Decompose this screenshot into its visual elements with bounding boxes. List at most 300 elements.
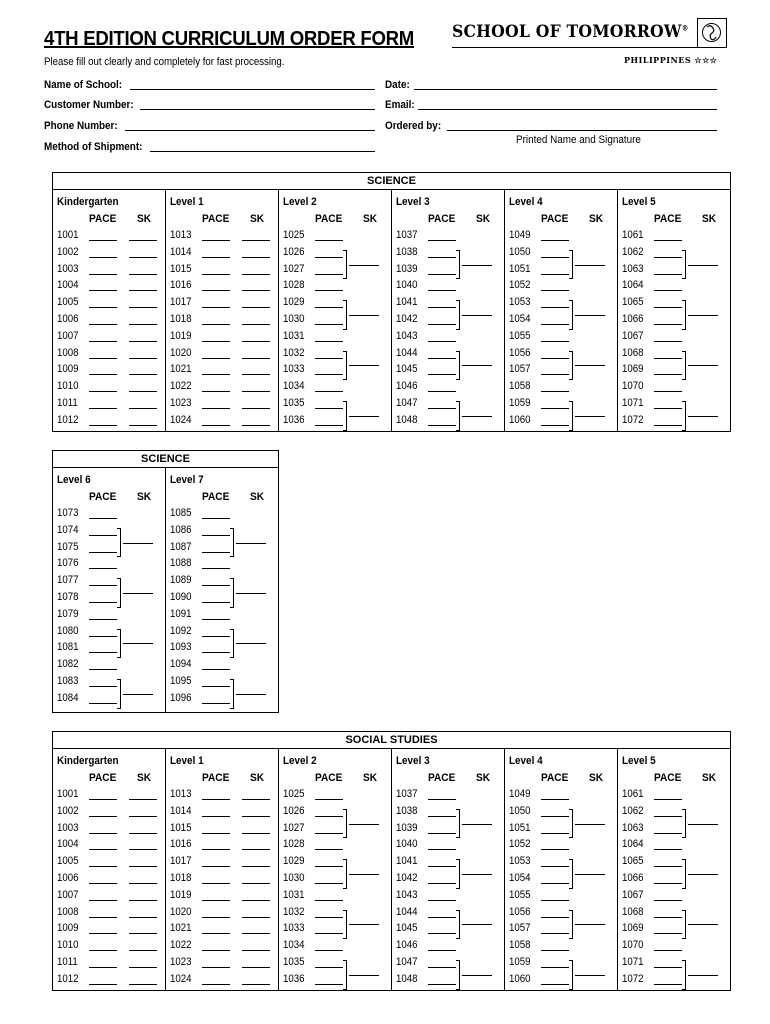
pace-code: 1044 <box>396 346 418 359</box>
pace-qty-blank[interactable] <box>202 425 230 426</box>
pace-qty-blank[interactable] <box>202 552 230 553</box>
pace-qty-blank[interactable] <box>541 984 569 985</box>
pace-qty-blank[interactable] <box>428 341 456 342</box>
pace-qty-blank[interactable] <box>541 307 569 308</box>
pace-qty-blank[interactable] <box>428 900 456 901</box>
pace-qty-blank[interactable] <box>315 274 343 275</box>
pace-qty-blank[interactable] <box>315 391 343 392</box>
pace-qty-blank[interactable] <box>654 866 682 867</box>
pace-qty-blank[interactable] <box>428 324 456 325</box>
sk-qty-blank[interactable] <box>242 408 270 409</box>
level-column <box>505 190 618 431</box>
sk-qty-blank[interactable] <box>575 416 605 417</box>
pace-qty-blank[interactable] <box>315 849 343 850</box>
pace-qty-blank[interactable] <box>428 425 456 426</box>
sk-qty-blank[interactable] <box>129 341 157 342</box>
pace-qty-blank[interactable] <box>89 374 117 375</box>
sk-qty-blank[interactable] <box>242 883 270 884</box>
sk-qty-blank[interactable] <box>129 984 157 985</box>
pace-qty-blank[interactable] <box>654 799 682 800</box>
sk-header: SK <box>250 491 265 503</box>
sk-qty-blank[interactable] <box>688 975 718 976</box>
date-input[interactable] <box>414 89 717 90</box>
sk-qty-blank[interactable] <box>129 967 157 968</box>
pace-code: 1005 <box>57 855 79 868</box>
shipment-method-input[interactable] <box>150 151 375 152</box>
pace-qty-blank[interactable] <box>428 849 456 850</box>
pace-qty-blank[interactable] <box>89 636 117 637</box>
pace-qty-blank[interactable] <box>654 883 682 884</box>
pace-code: 1021 <box>170 363 192 376</box>
ordered-by-input[interactable] <box>447 130 717 131</box>
sk-qty-blank[interactable] <box>129 324 157 325</box>
pace-qty-blank[interactable] <box>541 849 569 850</box>
sk-qty-blank[interactable] <box>123 694 153 695</box>
sk-qty-blank[interactable] <box>462 365 492 366</box>
pace-qty-blank[interactable] <box>89 967 117 968</box>
pace-code: 1009 <box>57 363 79 376</box>
sk-qty-blank[interactable] <box>462 874 492 875</box>
pace-code: 1036 <box>283 413 305 426</box>
pace-qty-blank[interactable] <box>541 833 569 834</box>
pace-qty-blank[interactable] <box>202 866 230 867</box>
pace-qty-blank[interactable] <box>654 391 682 392</box>
pace-qty-blank[interactable] <box>541 341 569 342</box>
sk-qty-blank[interactable] <box>129 816 157 817</box>
pace-qty-blank[interactable] <box>89 984 117 985</box>
pace-qty-blank[interactable] <box>315 883 343 884</box>
pace-qty-blank[interactable] <box>202 917 230 918</box>
pace-qty-blank[interactable] <box>428 290 456 291</box>
pace-qty-blank[interactable] <box>89 866 117 867</box>
sk-qty-blank[interactable] <box>129 240 157 241</box>
pace-qty-blank[interactable] <box>315 967 343 968</box>
sk-qty-blank[interactable] <box>349 824 379 825</box>
sk-qty-blank[interactable] <box>242 341 270 342</box>
email-input[interactable] <box>418 109 717 110</box>
pace-qty-blank[interactable] <box>654 408 682 409</box>
pace-qty-blank[interactable] <box>89 552 117 553</box>
pace-code: 1025 <box>283 788 305 800</box>
sk-qty-blank[interactable] <box>462 265 492 266</box>
pace-qty-blank[interactable] <box>202 568 230 569</box>
sk-qty-blank[interactable] <box>242 358 270 359</box>
pace-qty-blank[interactable] <box>315 917 343 918</box>
pace-qty-blank[interactable] <box>89 652 117 653</box>
sk-qty-blank[interactable] <box>129 833 157 834</box>
pace-qty-blank[interactable] <box>654 849 682 850</box>
pace-qty-blank[interactable] <box>202 374 230 375</box>
brand-name: SCHOOL OF TOMORROW <box>452 22 682 41</box>
pace-qty-blank[interactable] <box>654 324 682 325</box>
pace-qty-blank[interactable] <box>428 967 456 968</box>
pace-qty-blank[interactable] <box>428 816 456 817</box>
pace-qty-blank[interactable] <box>202 883 230 884</box>
pace-qty-blank[interactable] <box>654 240 682 241</box>
pace-qty-blank[interactable] <box>315 257 343 258</box>
pace-qty-blank[interactable] <box>202 358 230 359</box>
pace-qty-blank[interactable] <box>202 669 230 670</box>
sk-qty-blank[interactable] <box>236 593 266 594</box>
pace-qty-blank[interactable] <box>89 240 117 241</box>
customer-number-input[interactable] <box>140 109 375 110</box>
pace-qty-blank[interactable] <box>202 967 230 968</box>
pace-qty-blank[interactable] <box>89 391 117 392</box>
school-name-label: Name of School: <box>44 79 123 91</box>
pace-qty-blank[interactable] <box>541 391 569 392</box>
sk-qty-blank[interactable] <box>242 425 270 426</box>
pace-qty-blank[interactable] <box>541 425 569 426</box>
pace-qty-blank[interactable] <box>541 358 569 359</box>
sk-bracket <box>343 960 347 990</box>
sk-qty-blank[interactable] <box>129 257 157 258</box>
pace-qty-blank[interactable] <box>202 703 230 704</box>
pace-qty-blank[interactable] <box>202 341 230 342</box>
pace-qty-blank[interactable] <box>89 585 117 586</box>
pace-qty-blank[interactable] <box>654 257 682 258</box>
pace-qty-blank[interactable] <box>315 900 343 901</box>
pace-qty-blank[interactable] <box>89 669 117 670</box>
sk-header: SK <box>250 213 265 225</box>
sk-qty-blank[interactable] <box>575 315 605 316</box>
sk-qty-blank[interactable] <box>349 315 379 316</box>
sk-qty-blank[interactable] <box>129 883 157 884</box>
sk-qty-blank[interactable] <box>462 824 492 825</box>
pace-qty-blank[interactable] <box>428 833 456 834</box>
pace-qty-blank[interactable] <box>89 833 117 834</box>
sk-qty-blank[interactable] <box>129 408 157 409</box>
pace-qty-blank[interactable] <box>202 900 230 901</box>
sk-header: SK <box>137 772 152 784</box>
pace-qty-blank[interactable] <box>202 652 230 653</box>
sk-qty-blank[interactable] <box>349 874 379 875</box>
pace-qty-blank[interactable] <box>428 984 456 985</box>
sk-bracket <box>456 250 460 280</box>
sk-qty-blank[interactable] <box>129 425 157 426</box>
sk-qty-blank[interactable] <box>129 358 157 359</box>
sk-qty-blank[interactable] <box>236 543 266 544</box>
sk-qty-blank[interactable] <box>242 307 270 308</box>
pace-qty-blank[interactable] <box>654 950 682 951</box>
pace-qty-blank[interactable] <box>428 307 456 308</box>
pace-qty-blank[interactable] <box>541 324 569 325</box>
sk-qty-blank[interactable] <box>129 950 157 951</box>
pace-qty-blank[interactable] <box>541 866 569 867</box>
sk-qty-blank[interactable] <box>462 315 492 316</box>
sk-qty-blank[interactable] <box>242 917 270 918</box>
sk-qty-blank[interactable] <box>242 240 270 241</box>
pace-qty-blank[interactable] <box>89 257 117 258</box>
pace-qty-blank[interactable] <box>315 799 343 800</box>
pace-code: 1039 <box>396 262 418 275</box>
pace-qty-blank[interactable] <box>89 799 117 800</box>
pace-qty-blank[interactable] <box>315 816 343 817</box>
sk-qty-blank[interactable] <box>242 984 270 985</box>
pace-qty-blank[interactable] <box>541 816 569 817</box>
pace-qty-blank[interactable] <box>428 374 456 375</box>
pace-code: 1088 <box>170 557 192 570</box>
pace-qty-blank[interactable] <box>89 518 117 519</box>
pace-qty-blank[interactable] <box>654 816 682 817</box>
pace-qty-blank[interactable] <box>202 833 230 834</box>
pace-code: 1016 <box>170 279 192 292</box>
sk-qty-blank[interactable] <box>688 315 718 316</box>
pace-qty-blank[interactable] <box>541 257 569 258</box>
sk-qty-blank[interactable] <box>242 391 270 392</box>
pace-qty-blank[interactable] <box>89 602 117 603</box>
pace-qty-blank[interactable] <box>654 900 682 901</box>
sk-qty-blank[interactable] <box>242 374 270 375</box>
pace-qty-blank[interactable] <box>202 518 230 519</box>
pace-qty-blank[interactable] <box>654 374 682 375</box>
pace-qty-blank[interactable] <box>315 833 343 834</box>
pace-qty-blank[interactable] <box>202 408 230 409</box>
level-name: Level 5 <box>622 196 656 208</box>
pace-qty-blank[interactable] <box>89 274 117 275</box>
sk-qty-blank[interactable] <box>123 593 153 594</box>
sk-qty-blank[interactable] <box>129 391 157 392</box>
pace-qty-blank[interactable] <box>541 408 569 409</box>
sk-qty-blank[interactable] <box>242 967 270 968</box>
level-name: Level 3 <box>396 755 430 767</box>
pace-qty-blank[interactable] <box>315 950 343 951</box>
pace-qty-blank[interactable] <box>202 290 230 291</box>
pace-code: 1040 <box>396 279 418 292</box>
sk-qty-blank[interactable] <box>236 694 266 695</box>
pace-qty-blank[interactable] <box>202 240 230 241</box>
sk-qty-blank[interactable] <box>129 917 157 918</box>
pace-qty-blank[interactable] <box>89 917 117 918</box>
pace-qty-blank[interactable] <box>541 274 569 275</box>
pace-qty-blank[interactable] <box>315 341 343 342</box>
sk-qty-blank[interactable] <box>688 416 718 417</box>
pace-qty-blank[interactable] <box>428 917 456 918</box>
sk-qty-blank[interactable] <box>575 924 605 925</box>
sk-bracket <box>456 859 460 889</box>
sk-qty-blank[interactable] <box>129 900 157 901</box>
pace-qty-blank[interactable] <box>89 950 117 951</box>
school-name-input[interactable] <box>130 89 375 90</box>
pace-qty-blank[interactable] <box>315 425 343 426</box>
sk-qty-blank[interactable] <box>242 900 270 901</box>
pace-qty-blank[interactable] <box>89 849 117 850</box>
sk-qty-blank[interactable] <box>242 324 270 325</box>
pace-qty-blank[interactable] <box>315 358 343 359</box>
pace-code: 1008 <box>57 346 79 359</box>
pace-qty-blank[interactable] <box>202 585 230 586</box>
pace-qty-blank[interactable] <box>202 307 230 308</box>
pace-qty-blank[interactable] <box>541 950 569 951</box>
pace-code: 1022 <box>170 380 192 393</box>
pace-qty-blank[interactable] <box>315 408 343 409</box>
pace-qty-blank[interactable] <box>428 391 456 392</box>
pace-qty-blank[interactable] <box>89 535 117 536</box>
sk-qty-blank[interactable] <box>129 799 157 800</box>
pace-qty-blank[interactable] <box>315 933 343 934</box>
sk-qty-blank[interactable] <box>575 265 605 266</box>
pace-qty-blank[interactable] <box>654 358 682 359</box>
pace-qty-blank[interactable] <box>89 619 117 620</box>
pace-qty-blank[interactable] <box>89 307 117 308</box>
sk-qty-blank[interactable] <box>349 365 379 366</box>
pace-qty-blank[interactable] <box>428 257 456 258</box>
pace-qty-blank[interactable] <box>89 324 117 325</box>
sk-qty-blank[interactable] <box>349 975 379 976</box>
pace-qty-blank[interactable] <box>428 408 456 409</box>
sk-qty-blank[interactable] <box>688 874 718 875</box>
sk-qty-blank[interactable] <box>575 975 605 976</box>
sk-qty-blank[interactable] <box>242 950 270 951</box>
pace-qty-blank[interactable] <box>89 425 117 426</box>
pace-qty-blank[interactable] <box>654 307 682 308</box>
level-column <box>166 468 279 712</box>
sk-qty-blank[interactable] <box>242 799 270 800</box>
sk-qty-blank[interactable] <box>129 849 157 850</box>
sk-qty-blank[interactable] <box>129 290 157 291</box>
pace-qty-blank[interactable] <box>89 703 117 704</box>
sk-qty-blank[interactable] <box>575 874 605 875</box>
pace-qty-blank[interactable] <box>541 374 569 375</box>
pace-qty-blank[interactable] <box>541 933 569 934</box>
pace-qty-blank[interactable] <box>315 866 343 867</box>
pace-qty-blank[interactable] <box>428 866 456 867</box>
pace-qty-blank[interactable] <box>654 274 682 275</box>
sk-qty-blank[interactable] <box>123 643 153 644</box>
pace-qty-blank[interactable] <box>202 602 230 603</box>
pace-qty-blank[interactable] <box>89 341 117 342</box>
pace-qty-blank[interactable] <box>541 883 569 884</box>
sk-qty-blank[interactable] <box>242 833 270 834</box>
sk-qty-blank[interactable] <box>129 274 157 275</box>
sk-qty-blank[interactable] <box>236 643 266 644</box>
sk-qty-blank[interactable] <box>129 866 157 867</box>
pace-qty-blank[interactable] <box>541 917 569 918</box>
pace-qty-blank[interactable] <box>428 799 456 800</box>
pace-qty-blank[interactable] <box>315 324 343 325</box>
pace-qty-blank[interactable] <box>89 686 117 687</box>
sk-qty-blank[interactable] <box>575 824 605 825</box>
pace-qty-blank[interactable] <box>202 816 230 817</box>
pace-qty-blank[interactable] <box>202 274 230 275</box>
sk-qty-blank[interactable] <box>688 365 718 366</box>
pace-qty-blank[interactable] <box>541 799 569 800</box>
sk-qty-blank[interactable] <box>688 265 718 266</box>
pace-code: 1033 <box>283 922 305 935</box>
sk-qty-blank[interactable] <box>242 257 270 258</box>
pace-qty-blank[interactable] <box>202 324 230 325</box>
pace-qty-blank[interactable] <box>541 967 569 968</box>
pace-qty-blank[interactable] <box>315 374 343 375</box>
pace-qty-blank[interactable] <box>315 307 343 308</box>
phone-number-input[interactable] <box>125 130 375 131</box>
sk-qty-blank[interactable] <box>242 933 270 934</box>
sk-qty-blank[interactable] <box>462 416 492 417</box>
pace-header: PACE <box>202 491 230 503</box>
pace-qty-blank[interactable] <box>89 290 117 291</box>
pace-qty-blank[interactable] <box>202 799 230 800</box>
sk-qty-blank[interactable] <box>462 924 492 925</box>
sk-qty-blank[interactable] <box>349 265 379 266</box>
sk-qty-blank[interactable] <box>349 924 379 925</box>
pace-code: 1084 <box>57 691 79 704</box>
sk-qty-blank[interactable] <box>242 849 270 850</box>
pace-qty-blank[interactable] <box>654 290 682 291</box>
pace-code: 1015 <box>170 821 192 834</box>
pace-qty-blank[interactable] <box>654 933 682 934</box>
pace-qty-blank[interactable] <box>654 341 682 342</box>
sk-qty-blank[interactable] <box>242 816 270 817</box>
sk-qty-blank[interactable] <box>129 933 157 934</box>
sk-qty-blank[interactable] <box>129 307 157 308</box>
sk-qty-blank[interactable] <box>242 866 270 867</box>
pace-qty-blank[interactable] <box>315 290 343 291</box>
pace-qty-blank[interactable] <box>654 425 682 426</box>
level-name: Kindergarten <box>57 755 119 767</box>
pace-qty-blank[interactable] <box>541 900 569 901</box>
pace-qty-blank[interactable] <box>654 833 682 834</box>
level-name: Level 4 <box>509 196 543 208</box>
pace-qty-blank[interactable] <box>428 883 456 884</box>
pace-qty-blank[interactable] <box>202 535 230 536</box>
pace-qty-blank[interactable] <box>428 933 456 934</box>
pace-qty-blank[interactable] <box>202 849 230 850</box>
pace-header: PACE <box>315 772 343 784</box>
sk-qty-blank[interactable] <box>462 975 492 976</box>
pace-qty-blank[interactable] <box>89 408 117 409</box>
pace-qty-blank[interactable] <box>541 290 569 291</box>
pace-qty-blank[interactable] <box>654 984 682 985</box>
pace-qty-blank[interactable] <box>89 900 117 901</box>
pace-code: 1058 <box>509 380 531 393</box>
pace-qty-blank[interactable] <box>89 883 117 884</box>
pace-qty-blank[interactable] <box>202 933 230 934</box>
sk-qty-blank[interactable] <box>129 374 157 375</box>
pace-qty-blank[interactable] <box>315 240 343 241</box>
pace-qty-blank[interactable] <box>89 358 117 359</box>
sk-header: SK <box>137 491 152 503</box>
pace-qty-blank[interactable] <box>89 816 117 817</box>
pace-qty-blank[interactable] <box>202 636 230 637</box>
pace-qty-blank[interactable] <box>315 984 343 985</box>
sk-qty-blank[interactable] <box>575 365 605 366</box>
sk-qty-blank[interactable] <box>349 416 379 417</box>
pace-code: 1006 <box>57 872 79 884</box>
sk-qty-blank[interactable] <box>242 290 270 291</box>
sk-qty-blank[interactable] <box>688 924 718 925</box>
pace-qty-blank[interactable] <box>428 950 456 951</box>
pace-qty-blank[interactable] <box>654 917 682 918</box>
pace-qty-blank[interactable] <box>428 358 456 359</box>
pace-qty-blank[interactable] <box>89 933 117 934</box>
pace-qty-blank[interactable] <box>202 950 230 951</box>
pace-qty-blank[interactable] <box>202 257 230 258</box>
pace-qty-blank[interactable] <box>428 240 456 241</box>
sk-qty-blank[interactable] <box>123 543 153 544</box>
pace-qty-blank[interactable] <box>89 568 117 569</box>
pace-code: 1077 <box>57 574 79 587</box>
pace-code: 1086 <box>170 523 192 536</box>
pace-qty-blank[interactable] <box>654 967 682 968</box>
pace-qty-blank[interactable] <box>428 274 456 275</box>
pace-qty-blank[interactable] <box>541 240 569 241</box>
sk-qty-blank[interactable] <box>242 274 270 275</box>
sk-qty-blank[interactable] <box>688 824 718 825</box>
pace-qty-blank[interactable] <box>202 686 230 687</box>
pace-code: 1020 <box>170 905 192 918</box>
pace-qty-blank[interactable] <box>202 984 230 985</box>
pace-qty-blank[interactable] <box>202 619 230 620</box>
pace-qty-blank[interactable] <box>202 391 230 392</box>
